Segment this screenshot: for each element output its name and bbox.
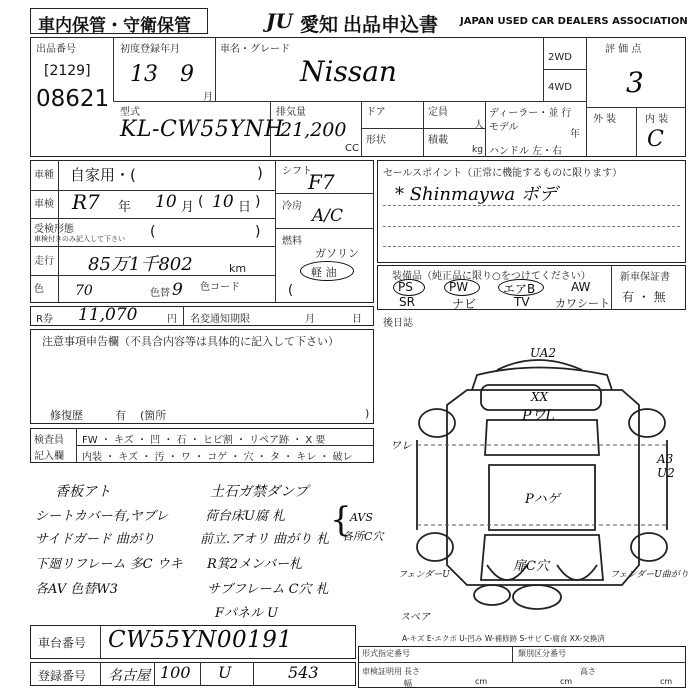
chassis-label: 車台番号 bbox=[38, 636, 87, 650]
ju-logo: JU bbox=[266, 9, 293, 33]
inspector-label-1: 検査員 bbox=[34, 435, 64, 446]
note-4: 荷台床U腐 札 bbox=[205, 509, 286, 524]
inspection-note-label: 受検形態 bbox=[34, 224, 74, 235]
inspection-note-sub: 車検付きのみ記入して下さい bbox=[34, 235, 125, 243]
note-8: R箕2メンバー札 bbox=[207, 557, 303, 572]
mark-paige: Pハゲ bbox=[525, 492, 560, 507]
tax-month: 月 bbox=[305, 314, 315, 325]
model-label: 型式 bbox=[120, 107, 140, 118]
score-value: 3 bbox=[626, 66, 644, 99]
km-unit: km bbox=[229, 262, 247, 275]
color-code-label: 色コード bbox=[200, 282, 240, 293]
form-title: 出品申込書 bbox=[343, 14, 439, 36]
equip-tv: TV bbox=[514, 295, 530, 309]
note-13: 各所C穴 bbox=[342, 530, 384, 543]
reg-num: 543 bbox=[288, 663, 319, 682]
note-7: 下廻リフレーム 多C ウキ bbox=[35, 557, 183, 572]
mark-ua2: UA2 bbox=[530, 346, 557, 360]
displacement-value: 21,200 bbox=[280, 119, 347, 141]
repair-close: ) bbox=[365, 407, 370, 420]
color-change: 色替 bbox=[150, 288, 170, 299]
yen-unit: 円 bbox=[167, 314, 177, 325]
height-unit: cm bbox=[660, 677, 673, 686]
equipment-label: 装備品（純正品に限り○をつけてください） bbox=[392, 271, 591, 282]
repair-value: 有 bbox=[115, 409, 126, 422]
ac-label: 冷房 bbox=[282, 201, 302, 212]
mark-xx: XX bbox=[531, 390, 549, 404]
note-5: サイドガード 曲がり bbox=[35, 532, 155, 547]
first-reg-label: 初度登録年月 bbox=[120, 44, 180, 55]
kg-unit: kg bbox=[472, 145, 483, 155]
mark-wre: ワレ bbox=[390, 439, 412, 452]
reg-label: 登録番号 bbox=[38, 669, 87, 683]
tax-label: 名変通知期限 bbox=[190, 314, 250, 325]
model-year-label: モデル bbox=[489, 122, 519, 133]
mileage-label: 走行 bbox=[34, 256, 54, 267]
note-11: Fパネル U bbox=[215, 606, 279, 621]
mark-fender-u: フェンダーU bbox=[398, 570, 450, 580]
width-unit: cm bbox=[560, 677, 573, 686]
reg-class: 100 bbox=[160, 663, 191, 682]
lot-bracket: [2129] bbox=[44, 63, 91, 79]
assoc-name: JAPAN USED CAR DEALERS ASSOCIATION bbox=[460, 16, 688, 27]
width-label: 幅 bbox=[404, 679, 412, 688]
note-12: AVS bbox=[350, 511, 373, 524]
mark-pdl: PワL bbox=[522, 408, 555, 424]
inspection-label: 車検 bbox=[34, 199, 54, 210]
handle-label: ハンドル 左・右 bbox=[489, 146, 563, 157]
note-10: サブフレーム C穴 札 bbox=[207, 582, 329, 597]
equip-seat: カワシート bbox=[555, 297, 610, 310]
cert-label: 車検証明用 bbox=[362, 667, 402, 676]
cc-unit: CC bbox=[345, 143, 359, 154]
score-label: 評 価 点 bbox=[605, 44, 642, 55]
note-1: 香板アト bbox=[55, 484, 111, 500]
inspection-day: 10 bbox=[212, 192, 234, 212]
mark-hai-c: 扉C穴 bbox=[513, 559, 549, 574]
exterior-grade: C bbox=[647, 127, 664, 152]
capacity-label: 定員 bbox=[428, 107, 448, 118]
model-value: KL-CW55YNH bbox=[120, 117, 284, 142]
inspector-label-2: 記入欄 bbox=[34, 451, 64, 462]
diagram-label: 後日誌 bbox=[383, 318, 413, 329]
equip-sr: SR bbox=[399, 295, 415, 309]
equip-pw: PW bbox=[449, 280, 469, 294]
mark-u2: U2 bbox=[657, 466, 675, 480]
recycle-value: 11,070 bbox=[78, 305, 138, 325]
selling-points-text: * Shinmaywa ボデ bbox=[395, 184, 557, 205]
chassis-value: CW55YN00191 bbox=[108, 627, 293, 653]
inspector-row-2: 内装 ・ キズ ・ 汚 ・ ワ ・ コゲ ・ 穴 ・ タ ・ キレ ・ 破レ bbox=[82, 452, 353, 463]
shape-label: 形状 bbox=[366, 135, 386, 146]
damage-legend: A-キズ E-エクボ U-凹み W-補修跡 S-サビ C-腐食 XX-交換済 bbox=[402, 634, 605, 643]
storage-label: 車内保管・守衛保管 bbox=[38, 16, 191, 36]
drive-4wd: 4WD bbox=[548, 82, 572, 93]
shift-label: シフト bbox=[282, 166, 312, 177]
inspection-month-unit: 月 bbox=[181, 200, 195, 215]
length-label: 長さ bbox=[404, 667, 420, 676]
selling-points-label: セールスポイント（正常に機能するものに限ります） bbox=[383, 168, 623, 179]
fuel-diesel: 軽 油 bbox=[311, 266, 337, 279]
org-name: 愛知 bbox=[300, 14, 339, 36]
reg-area: 名古屋 bbox=[108, 668, 150, 684]
color-value: 70 bbox=[75, 283, 93, 299]
load-label: 積載 bbox=[428, 135, 448, 146]
reg-kana: U bbox=[218, 663, 232, 682]
dealer-label: ディーラー・並 行 bbox=[489, 108, 572, 119]
length-unit: cm bbox=[475, 677, 488, 686]
fuel-label: 燃料 bbox=[282, 236, 302, 247]
use-close: ) bbox=[257, 164, 263, 182]
tax-day: 日 bbox=[352, 314, 362, 325]
recycle-label: R券 bbox=[36, 314, 53, 325]
name-grade-label: 車名・グレード bbox=[220, 44, 290, 55]
repair-label: 修復歴 bbox=[50, 409, 83, 422]
height-label: 高さ bbox=[580, 667, 596, 676]
month-unit: 月 bbox=[203, 92, 213, 103]
mark-spare: スペア bbox=[400, 612, 430, 623]
ac-value: A/C bbox=[312, 206, 344, 226]
equip-aw: AW bbox=[571, 280, 591, 294]
mileage-value: 85万1千802 bbox=[88, 254, 193, 275]
color-label: 色 bbox=[34, 284, 44, 295]
note-6: 前立.アオリ 曲がり 札 bbox=[200, 532, 330, 547]
shift-value: F7 bbox=[308, 170, 335, 194]
fuel-gasoline: ガソリン bbox=[315, 247, 359, 260]
note-9: 各AV 色替W3 bbox=[35, 582, 118, 597]
car-name: Nissan bbox=[300, 55, 397, 88]
inspection-month: 10 bbox=[155, 192, 177, 212]
equip-ps: PS bbox=[398, 280, 413, 294]
inspection-day-unit: 日 bbox=[238, 200, 252, 215]
mark-a3: A3 bbox=[657, 452, 674, 466]
category-label: 類別区分番号 bbox=[518, 649, 566, 658]
model-year-unit: 年 bbox=[570, 129, 580, 140]
door-label: ドア bbox=[366, 107, 386, 118]
lot-no-label: 出品番号 bbox=[36, 44, 76, 55]
use-label: 車種 bbox=[34, 170, 54, 181]
form-spec-label: 形式指定番号 bbox=[362, 649, 410, 658]
equip-navi: ナビ bbox=[452, 297, 477, 311]
mark-fender-right: フェンダーU曲がり bbox=[610, 570, 689, 580]
person-unit: 人 bbox=[474, 120, 484, 131]
lot-no: 08621 bbox=[36, 86, 110, 112]
use-value: 自家用・( bbox=[70, 166, 136, 184]
inspector-row-1: FW ・ キズ ・ 凹 ・ 石 ・ ヒビ割 ・ リペア跡 ・ X 要 bbox=[82, 435, 326, 446]
fuel-paren: ( bbox=[288, 283, 294, 298]
first-reg-year: 13 bbox=[130, 62, 158, 87]
first-reg-month: 9 bbox=[180, 62, 194, 87]
interior-label: 内 装 bbox=[645, 114, 669, 125]
drive-2wd: 2WD bbox=[548, 52, 572, 63]
note-2: 土石ガ禁ダンプ bbox=[210, 484, 309, 500]
displacement-label: 排気量 bbox=[276, 107, 306, 118]
equip-airbag: エアB bbox=[503, 282, 536, 296]
exterior-label: 外 装 bbox=[593, 114, 617, 125]
note-3: シートカバー有,ヤブレ bbox=[35, 509, 169, 524]
car-diagram bbox=[377, 325, 700, 625]
notes-label: 注意事項申告欄（不具合内容等は具体的に記入して下さい） bbox=[42, 335, 339, 348]
repair-place: (箇所 bbox=[140, 409, 167, 422]
warranty-options: 有 ・ 無 bbox=[622, 290, 666, 304]
warranty-label: 新車保証書 bbox=[620, 272, 670, 283]
year-unit: 年 bbox=[118, 200, 132, 215]
inspection-value: R7 bbox=[72, 190, 100, 214]
